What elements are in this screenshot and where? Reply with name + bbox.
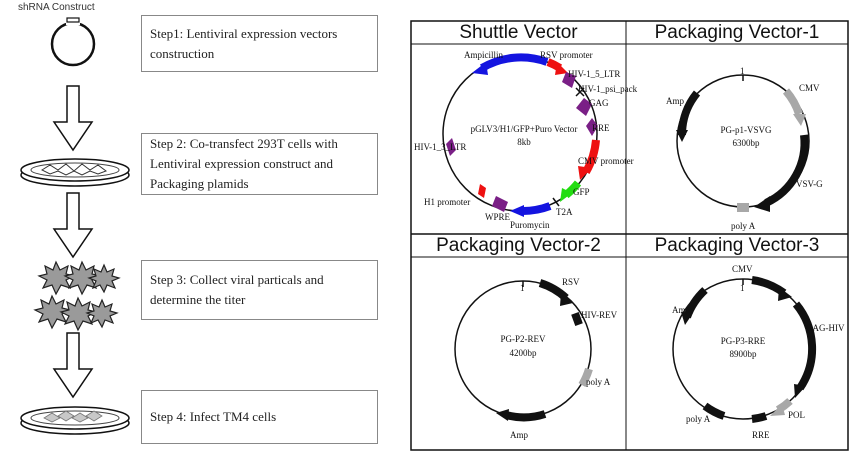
pv2-label-polya: poly A (586, 377, 611, 387)
shuttle-label-ampicillin: Ampicillin (464, 50, 503, 60)
pv3-label-polya: poly A (686, 414, 711, 424)
pv3-gag-segment (796, 304, 812, 388)
pv2-one: 1 (520, 283, 525, 293)
puromycin-segment (522, 206, 550, 211)
pv1-vsvg-segment (766, 135, 804, 203)
shuttle-label-rre: RRE (592, 123, 610, 133)
pv3-label-amp: Amp (672, 305, 690, 315)
pv1-polya-segment (737, 203, 749, 212)
step-3-text: Step 3: Collect viral particals and determine the titer (150, 272, 324, 307)
pv1-label-amp: Amp (666, 96, 684, 106)
shrna-construct-label: shRNA Construct (18, 2, 95, 13)
packaging-vector-2-map (455, 277, 618, 440)
packaging-vector-3-title: Packaging Vector-3 (654, 235, 820, 256)
pv2-amp-segment (506, 414, 545, 417)
packaging-vector-3-map (672, 264, 845, 440)
h1-segment (478, 184, 486, 198)
pv1-center-size: 6300bp (732, 138, 760, 148)
pv1-label-vsvg: VSV-G (796, 179, 823, 189)
pv2-label-amp: Amp (510, 430, 528, 440)
shuttle-center-size: 8kb (517, 137, 531, 147)
step-2-text: Step 2: Co-transfect 293T cells with Lentiviral expression construct and Packaging plamids (150, 136, 338, 191)
shuttle-vector-title: Shuttle Vector (459, 22, 578, 43)
step-1-text: Step1: Lentiviral expression vectors construction (150, 25, 338, 61)
shuttle-label-cmv: CMV promoter (578, 156, 634, 166)
shuttle-label-gag: GAG (589, 98, 609, 108)
shuttle-label-t2a: T2A (556, 207, 573, 217)
pv3-label-gag: GAG-HIV (806, 323, 845, 333)
shuttle-label-h1: H1 promoter (424, 197, 471, 207)
pv3-rre-segment (752, 416, 766, 419)
pv3-label-pol: POL (788, 410, 806, 420)
packaging-vector-1-map (666, 66, 823, 231)
pv2-label-rsv: RSV (562, 277, 580, 287)
pv1-label-cmv: CMV (799, 83, 820, 93)
pv2-label-hivrev: HIV-REV (581, 310, 618, 320)
shuttle-label-rsv: RSV promoter (540, 50, 593, 60)
shuttle-label-gfp: GFP (573, 187, 590, 197)
shuttle-label-psi: HIV-1_psi_pack (578, 84, 638, 94)
shuttle-center-name: pGLV3/H1/GFP+Puro Vector (470, 124, 578, 134)
pv3-label-rre: RRE (752, 430, 770, 440)
pv2-center-size: 4200bp (509, 348, 537, 358)
shuttle-label-wpre: WPRE (485, 212, 511, 222)
step-4-text: Step 4: Infect TM4 cells (150, 409, 277, 424)
pv1-one: 1 (740, 66, 745, 76)
pv1-cmv-segment (786, 91, 799, 114)
shuttle-label-puro: Puromycin (510, 220, 550, 230)
packaging-vector-2-title: Packaging Vector-2 (436, 235, 601, 256)
pv3-one: 1 (740, 283, 745, 293)
pv3-center-name: PG-P3-RRE (720, 336, 766, 346)
shuttle-vector-map (414, 50, 638, 230)
pv3-label-cmv: CMV (732, 264, 753, 274)
pv3-center-size: 8900bp (729, 349, 757, 359)
pv1-amp-segment (682, 93, 697, 135)
packaging-vector-1-title: Packaging Vector-1 (654, 22, 820, 43)
pv2-center-name: PG-P2-REV (500, 334, 546, 344)
pv1-label-polya: poly A (731, 221, 756, 231)
shuttle-label-ltr3: HIV-1_3_LTR (414, 142, 467, 152)
pv1-center-name: PG-p1-VSVG (720, 125, 772, 135)
shuttle-label-ltr5: HIV-1_5_LTR (568, 69, 621, 79)
